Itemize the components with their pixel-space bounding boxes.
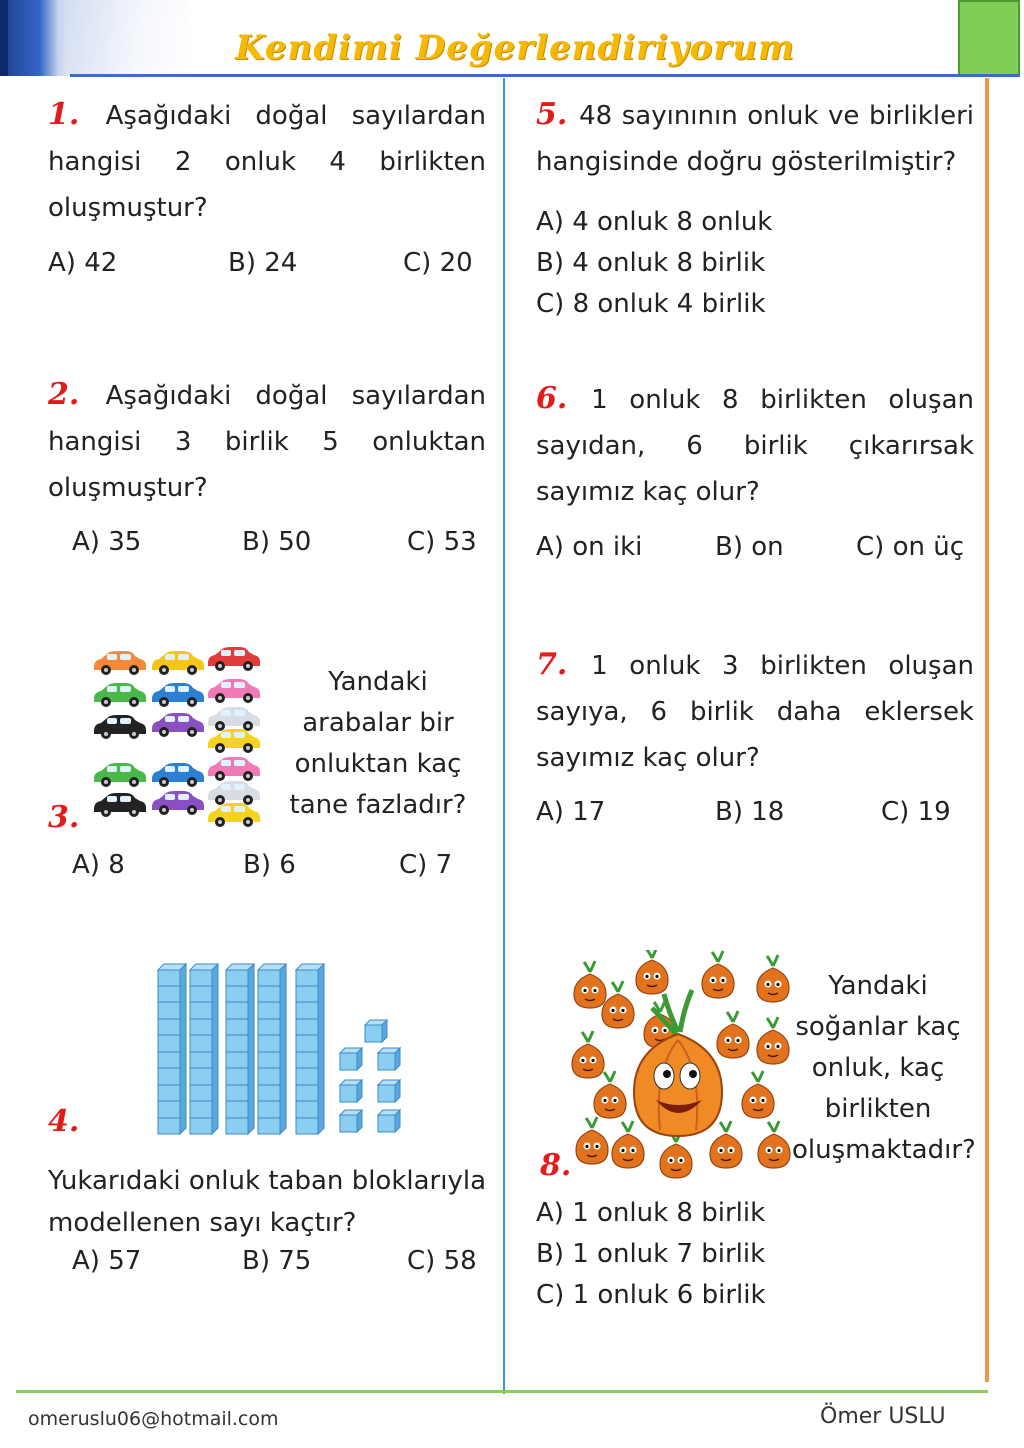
car-icon [152, 763, 204, 787]
q2-option-a[interactable]: A) 35 [72, 527, 142, 557]
car-icon [152, 713, 204, 737]
car-icon [94, 715, 146, 739]
question-4-text: Yukarıdaki onluk taban bloklarıyla modellenen sayı kaçtır? [48, 1166, 486, 1238]
q8-option-b[interactable]: B) 1 onluk 7 birlik [536, 1239, 766, 1269]
question-6-number: 6. [536, 381, 592, 416]
question-4-number: 4. [48, 1104, 80, 1139]
header-line [70, 74, 1020, 77]
car-icon [152, 791, 204, 815]
onion-icon [576, 1117, 608, 1164]
unit-cube [365, 1020, 387, 1042]
footer-line [16, 1390, 988, 1393]
question-1 [48, 92, 486, 231]
q3-option-c[interactable]: C) 7 [399, 850, 453, 880]
onion-icon [572, 1031, 604, 1078]
question-2-text: Aşağıdaki doğal sayılardan hangisi 3 birlik 5 onluktan oluşmuştur? [48, 381, 486, 503]
q6-option-b[interactable]: B) on [715, 532, 784, 562]
unit-cube [340, 1048, 362, 1070]
q7-option-b[interactable]: B) 18 [715, 797, 785, 827]
question-2-number: 2. [48, 377, 106, 412]
car-icon [208, 729, 260, 753]
onions-illustration [568, 950, 798, 1180]
q5-option-c[interactable]: C) 8 onluk 4 birlik [536, 289, 766, 319]
onion-icon [710, 1121, 742, 1168]
car-icon [94, 651, 146, 675]
ten-rod [190, 964, 218, 1134]
q1-option-a[interactable]: A) 42 [48, 248, 118, 278]
car-icon [152, 683, 204, 707]
header-corner-bar [0, 0, 8, 76]
question-3-number: 3. [48, 800, 80, 835]
onion-icon [612, 1121, 644, 1168]
q2-option-b[interactable]: B) 50 [242, 527, 312, 557]
q1-option-b[interactable]: B) 24 [228, 248, 298, 278]
car-icon [208, 803, 260, 827]
question-7 [536, 642, 974, 781]
onion-icon [757, 955, 789, 1002]
onion-icon [758, 1121, 790, 1168]
unit-cube [378, 1080, 400, 1102]
car-icon [208, 647, 260, 671]
question-7-number: 7. [536, 647, 592, 682]
column-divider [503, 78, 505, 1394]
onion-icon [757, 1017, 789, 1064]
ten-rod [258, 964, 286, 1134]
onion-icon [702, 951, 734, 998]
car-icon [94, 793, 146, 817]
onion-icon [574, 961, 606, 1008]
cars-illustration [88, 645, 263, 830]
unit-cube [378, 1110, 400, 1132]
q7-option-c[interactable]: C) 19 [881, 797, 951, 827]
q1-option-c[interactable]: C) 20 [403, 248, 473, 278]
car-icon [208, 757, 260, 781]
header-corner-right [958, 0, 1020, 76]
car-icon [152, 651, 204, 675]
q3-option-a[interactable]: A) 8 [72, 850, 125, 880]
question-8-number: 8. [540, 1148, 572, 1183]
header-corner-left [0, 0, 66, 76]
car-icon [94, 683, 146, 707]
question-3-text: Yandaki arabalar bir onluktan kaç tane fazladır? [289, 667, 467, 820]
onion-icon [742, 1071, 774, 1118]
question-6-text: 1 onluk 8 birlikten oluşan sayıdan, 6 birlik çıkarırsak sayımız kaç olur? [536, 385, 974, 507]
q5-option-b[interactable]: B) 4 onluk 8 birlik [536, 248, 766, 278]
base-ten-blocks [150, 958, 410, 1138]
q4-option-a[interactable]: A) 57 [72, 1246, 142, 1276]
unit-cube [340, 1110, 362, 1132]
unit-cube [378, 1048, 400, 1070]
onion-icon [636, 950, 668, 994]
onion-icon [594, 1071, 626, 1118]
q4-option-c[interactable]: C) 58 [407, 1246, 477, 1276]
header-streak [60, 0, 190, 76]
unit-cube [340, 1080, 362, 1102]
car-icon [208, 707, 260, 731]
ten-rod [226, 964, 254, 1134]
question-6 [536, 376, 974, 515]
big-onion-icon [634, 990, 722, 1136]
question-5-text: 48 sayınının onluk ve birlikleri hangisinde doğru gösterilmiştir? [536, 101, 974, 177]
question-7-text: 1 onluk 3 birlikten oluşan sayıya, 6 birlik daha eklersek sayımız kaç olur? [536, 651, 974, 773]
question-1-number: 1. [48, 97, 106, 132]
onion-icon [660, 1131, 692, 1178]
onion-icon [717, 1011, 749, 1058]
car-icon [208, 679, 260, 703]
car-icon [208, 781, 260, 805]
onion-icon [602, 981, 634, 1028]
right-border [985, 78, 989, 1382]
question-8-text: Yandaki soğanlar kaç onluk, kaç birlikten oluşmaktadır? [792, 971, 976, 1165]
q6-option-a[interactable]: A) on iki [536, 532, 643, 562]
footer-author: Ömer USLU [820, 1404, 946, 1429]
q3-option-b[interactable]: B) 6 [243, 850, 296, 880]
page-title: Kendimi Değerlendiriyorum [235, 28, 795, 68]
q4-option-b[interactable]: B) 75 [242, 1246, 312, 1276]
q8-option-c[interactable]: C) 1 onluk 6 birlik [536, 1280, 766, 1310]
q6-option-c[interactable]: C) on üç [856, 532, 964, 562]
car-icon [94, 763, 146, 787]
question-1-text: Aşağıdaki doğal sayılardan hangisi 2 onluk 4 birlikten oluşmuştur? [48, 101, 486, 223]
q5-option-a[interactable]: A) 4 onluk 8 onluk [536, 207, 773, 237]
question-5 [536, 92, 974, 185]
ten-rod [296, 964, 324, 1134]
ten-rod [158, 964, 186, 1134]
q7-option-a[interactable]: A) 17 [536, 797, 606, 827]
question-2 [48, 372, 486, 511]
q2-option-c[interactable]: C) 53 [407, 527, 477, 557]
footer-email: omeruslu06@hotmail.com [28, 1408, 279, 1430]
question-5-number: 5. [536, 97, 580, 132]
q8-option-a[interactable]: A) 1 onluk 8 birlik [536, 1198, 766, 1228]
